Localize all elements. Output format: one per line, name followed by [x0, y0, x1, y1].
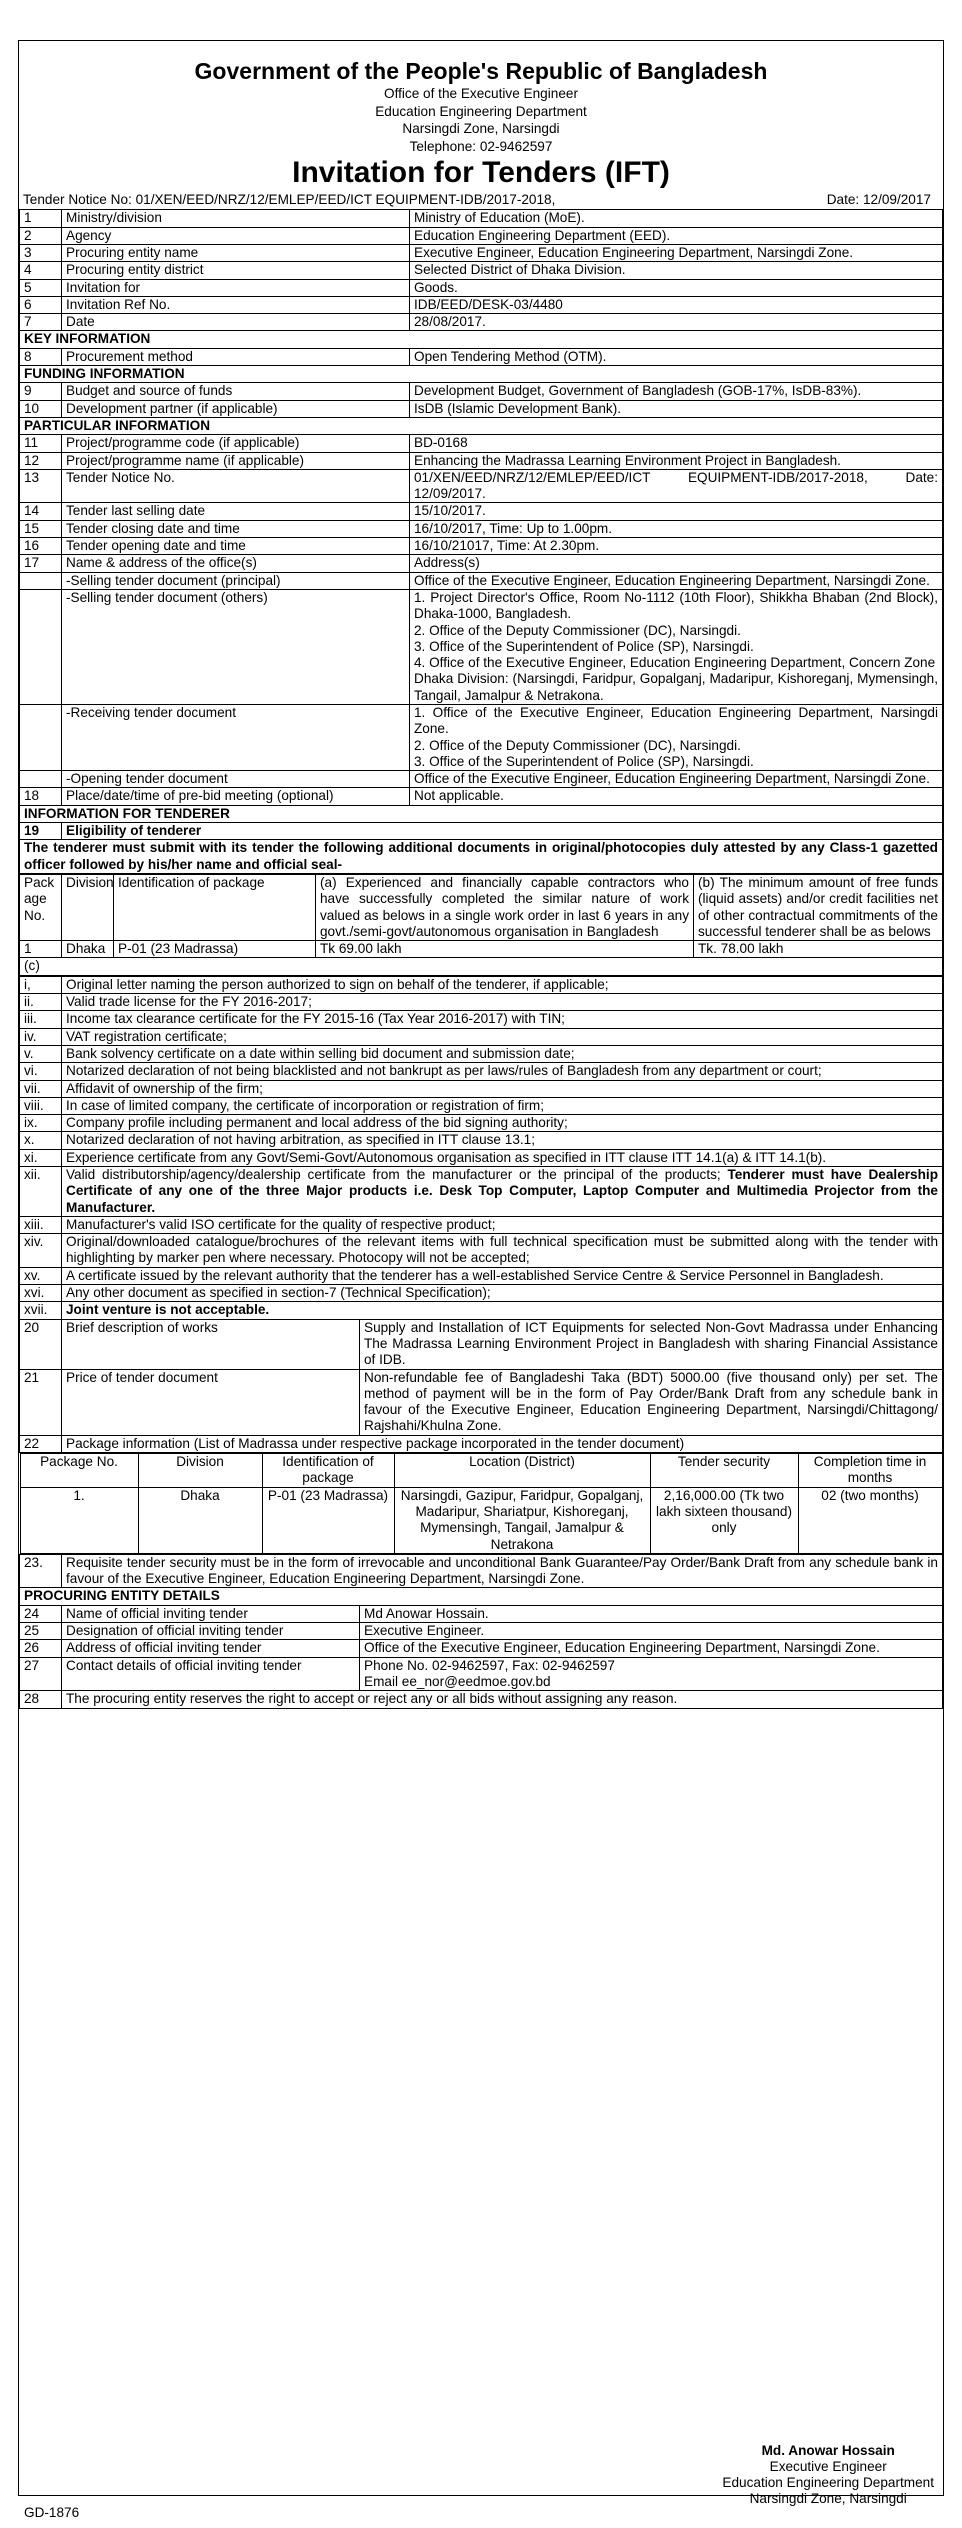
item-text: A certificate issued by the relevant authority that the tenderer has a well-established Service Centre & Service Personnel in Bangladesh. [62, 1267, 943, 1284]
row-label: -Opening tender document [62, 771, 410, 788]
signatory-name: Md. Anowar Hossain [761, 2443, 895, 2458]
item-text: Notarized declaration of not having arbitration, as specified in ITT clause 13.1; [62, 1132, 943, 1149]
row-label: Procuring entity district [62, 262, 410, 279]
location: Narsingdi, Gazipur, Faridpur, Gopalganj, Madaripur, Shariatpur, Kishoreganj, Mymensingh, Tangail, Jamalpur & Netrakona [394, 1487, 650, 1553]
tender-notice-number: Tender Notice No: 01/XEN/EED/NRZ/12/EMLEP/EED/ICT EQUIPMENT-IDB/2017-2018, [23, 192, 556, 208]
row-label: Invitation Ref No. [62, 296, 410, 313]
row-value: BD-0168 [410, 435, 943, 452]
row-label: Tender last selling date [62, 503, 410, 520]
section-heading: KEY INFORMATION [20, 331, 943, 348]
table-row [20, 1640, 943, 1657]
row-number: 13 [20, 469, 62, 503]
tender-notice-frame [18, 40, 944, 2496]
row-label: Contact details of official inviting tender [62, 1657, 360, 1691]
row-value: Ministry of Education (MoE). [410, 210, 943, 227]
row-value: Development Budget, Government of Bangladesh (GOB-17%, IsDB-83%). [410, 383, 943, 400]
row-label: Procurement method [62, 348, 410, 365]
package-table-row [20, 1453, 943, 1555]
item-text: Notarized declaration of not being blacklisted and not bankrupt as per laws/rules of Bangladesh from any department or court; [62, 1063, 943, 1080]
row-value: Education Engineering Department (EED). [410, 227, 943, 244]
row-number: 24 [20, 1605, 62, 1622]
c-label: (c) [20, 958, 943, 975]
document-item-row [20, 1167, 943, 1217]
table-row [20, 314, 943, 331]
row-number [20, 704, 62, 770]
notice-line [19, 191, 943, 209]
item-number: xi. [20, 1149, 62, 1166]
table-row [20, 1605, 943, 1622]
government-title: Government of the People's Republic of Bangladesh [194, 58, 768, 84]
item-number: iii. [20, 1011, 62, 1028]
row-number: 17 [20, 555, 62, 572]
document-item-row [20, 1132, 943, 1149]
item-number: xv. [20, 1267, 62, 1284]
row-value: Md Anowar Hossain. [360, 1605, 943, 1622]
item-number: vi. [20, 1063, 62, 1080]
notice-date: Date: 12/09/2017 [826, 192, 931, 208]
row-number: 6 [20, 296, 62, 313]
item-text: Original/downloaded catalogue/brochures of the relevant items with full technical specification must be submitted along with the tender with highlighting by marker pen where necessary. Photocopy will not be accepted; [62, 1234, 943, 1268]
row-value: Goods. [410, 279, 943, 296]
document-item-row [20, 976, 943, 993]
row-value: Not applicable. [410, 788, 943, 805]
table-row [20, 520, 943, 537]
row-value: Selected District of Dhaka Division. [410, 262, 943, 279]
row-value: Phone No. 02-9462597, Fax: 02-9462597 Email ee_nor@eedmoe.gov.bd [360, 1657, 943, 1691]
row-label: Price of tender document [62, 1369, 360, 1435]
item-text: Manufacturer's valid ISO certificate for the quality of respective product; [62, 1216, 943, 1233]
signatory-department: Education Engineering Department [722, 2475, 934, 2490]
tender-security: 2,16,000.00 (Tk two lakh sixteen thousand) only [650, 1487, 798, 1553]
row-number: 4 [20, 262, 62, 279]
office-address-row [20, 572, 943, 589]
header [19, 41, 943, 191]
item-text: Bank solvency certificate on a date within selling bid document and submission date; [62, 1045, 943, 1062]
table-row [20, 296, 943, 313]
row-label: Project/programme code (if applicable) [62, 435, 410, 452]
row-value: Executive Engineer. [360, 1623, 943, 1640]
package-info-row [20, 1487, 942, 1553]
item-number: iv. [20, 1028, 62, 1045]
department-line: Education Engineering Department [375, 103, 587, 119]
row-label: Date [62, 314, 410, 331]
row-value: Supply and Installation of ICT Equipments for selected Non-Govt Madrassa under Enhancing The Madrassa Learning Environment Project in Bangladesh with sharing Financial Assistance of IDB. [360, 1319, 943, 1369]
item-number: xiv. [20, 1234, 62, 1268]
row-label: Address of official inviting tender [62, 1640, 360, 1657]
table-row [20, 1554, 943, 1588]
row-number: 16 [20, 538, 62, 555]
document-item-row [20, 1097, 943, 1114]
table-row [20, 1623, 943, 1640]
eligibility-row [20, 823, 943, 840]
office-address-row [20, 589, 943, 704]
liquid-assets-value: Tk. 78.00 lakh [694, 941, 943, 958]
division-header: Division [138, 1454, 262, 1488]
row-number: 23. [20, 1554, 62, 1588]
item-number: viii. [20, 1097, 62, 1114]
table-row [20, 279, 943, 296]
item-text: VAT registration certificate; [62, 1028, 943, 1045]
division: Dhaka [62, 941, 114, 958]
eligibility-text-row [20, 840, 943, 874]
row-value: Enhancing the Madrassa Learning Environment Project in Bangladesh. [410, 452, 943, 469]
table-row [20, 452, 943, 469]
row-label: Development partner (if applicable) [62, 400, 410, 417]
document-item-row [20, 1045, 943, 1062]
table-row [20, 1657, 943, 1691]
document-item-row [20, 1011, 943, 1028]
completion-time-header: Completion time in months [798, 1454, 942, 1488]
row-label: Tender Notice No. [62, 469, 410, 503]
table-row [20, 538, 943, 555]
row-value: Non-refundable fee of Bangladeshi Taka (BDT) 5000.00 (five thousand only) per set. The method of payment will be in the form of Pay Order/Bank Draft from any schedule bank in favour of the Executive Engineer, Education Engineering Department, Narsingdi/Chittagong/ Rajshahi/Khulna Zone. [360, 1369, 943, 1435]
row-label: Brief description of works [62, 1319, 360, 1369]
row-label: Tender closing date and time [62, 520, 410, 537]
row-label: Eligibility of tenderer [62, 823, 943, 840]
item-number: ix. [20, 1115, 62, 1132]
package-identification: P-01 (23 Madrassa) [114, 941, 316, 958]
row-label: Project/programme name (if applicable) [62, 452, 410, 469]
row-number [20, 771, 62, 788]
row-text: Requisite tender security must be in the form of irrevocable and unconditional Bank Guarantee/Pay Order/Bank Draft from any schedule bank in favour of the Executive Engineer, Education Engineering Department, Narsingdi Zone. [62, 1554, 943, 1588]
table-row [20, 1369, 943, 1435]
table-row [20, 262, 943, 279]
particular-information-heading [20, 417, 943, 434]
table-row [20, 210, 943, 227]
package-info-header-row [20, 1454, 942, 1488]
item-text: In case of limited company, the certificate of incorporation or registration of firm; [62, 1097, 943, 1114]
row-number: 11 [20, 435, 62, 452]
package-information-row [20, 1435, 943, 1452]
row-label: Tender opening date and time [62, 538, 410, 555]
table-row [20, 1319, 943, 1369]
package-information-table [20, 1453, 943, 1554]
row-label: Agency [62, 227, 410, 244]
document-item-row [20, 1063, 943, 1080]
item-text: Affidavit of ownership of the firm; [62, 1080, 943, 1097]
package-no: 1. [20, 1487, 138, 1553]
item-number: xiii. [20, 1216, 62, 1233]
row-number: 22 [20, 1435, 62, 1452]
row-number: 15 [20, 520, 62, 537]
row-value: Open Tendering Method (OTM). [410, 348, 943, 365]
item-text: Any other document as specified in section-7 (Technical Specification); [62, 1285, 943, 1302]
row-value: IsDB (Islamic Development Bank). [410, 400, 943, 417]
signatory-zone: Narsingdi Zone, Narsingdi [749, 2491, 907, 2506]
tender-security-header: Tender security [650, 1454, 798, 1488]
row-value: 01/XEN/EED/NRZ/12/EMLEP/EED/ICT EQUIPMENT-IDB/2017-2018, Date: 12/09/2017. [410, 469, 943, 503]
package-row [20, 941, 943, 958]
page-title: Invitation for Tenders (IFT) [292, 156, 670, 190]
row-number: 18 [20, 788, 62, 805]
document-item-row [20, 1115, 943, 1132]
row-value: Address(s) [410, 555, 943, 572]
document-item-row [20, 1267, 943, 1284]
experience-header: (a) Experienced and financially capable contractors who have successfully completed the similar nature of work valued as belows in a single work order in last 6 years in any govt./semi-govt/autonomous organisation in Bangladesh [316, 874, 694, 940]
row-value: 1. Office of the Executive Engineer, Education Engineering Department, Narsingdi Zone. 2. Office of the Deputy Commissioner (DC), Narsingdi. 3. Office of the Superintendent of Police (SP), Narsingdi. [410, 704, 943, 770]
document-item-row [20, 1234, 943, 1268]
row-label: Name & address of the office(s) [62, 555, 410, 572]
row-value: 28/08/2017. [410, 314, 943, 331]
document-item-row [20, 1028, 943, 1045]
main-table-continued [19, 976, 943, 1709]
package-no-header: Pack age No. [20, 874, 62, 940]
table-row [20, 469, 943, 503]
row-label: Budget and source of funds [62, 383, 410, 400]
row-value: Executive Engineer, Education Engineering Department, Narsingdi Zone. [410, 244, 943, 261]
row-number: 14 [20, 503, 62, 520]
signatory-designation: Executive Engineer [769, 2459, 887, 2474]
row-label: -Receiving tender document [62, 704, 410, 770]
item-text [62, 1167, 943, 1217]
item-text: Valid trade license for the FY 2016-2017; [62, 994, 943, 1011]
item-text: Income tax clearance certificate for the FY 2015-16 (Tax Year 2016-2017) with TIN; [62, 1011, 943, 1028]
table-row [20, 383, 943, 400]
document-item-row [20, 1285, 943, 1302]
item-text-bold: Tenderer must have Dealership Certificate of any one of the three Major products i.e. Desk Top Computer, Laptop Computer and Multimedia Projector from the Manufacturer. [66, 1167, 938, 1215]
row-value: Office of the Executive Engineer, Education Engineering Department, Narsingdi Zone. [360, 1640, 943, 1657]
location-header: Location (District) [394, 1454, 650, 1488]
package-table-cell [20, 1453, 943, 1555]
row-number: 28 [20, 1691, 62, 1708]
office-address-row [20, 771, 943, 788]
row-label: -Selling tender document (others) [62, 589, 410, 704]
row-number: 8 [20, 348, 62, 365]
row-label: Invitation for [62, 279, 410, 296]
document-item-row [20, 1302, 943, 1319]
row-value: 16/10/2017, Time: Up to 1.00pm. [410, 520, 943, 537]
row-value: Office of the Executive Engineer, Education Engineering Department, Narsingdi Zone. [410, 572, 943, 589]
package-no: 1 [20, 941, 62, 958]
row-number: 2 [20, 227, 62, 244]
table-row [20, 435, 943, 452]
document-item-row [20, 994, 943, 1011]
division-header: Division [62, 874, 114, 940]
c-label-row [20, 958, 943, 975]
item-text-regular: Valid distributorship/agency/dealership certificate from the manufacturer or the principal of the products; [66, 1167, 728, 1182]
row-label: Procuring entity name [62, 244, 410, 261]
table-row [20, 400, 943, 417]
item-number: i, [20, 976, 62, 993]
item-text: Experience certificate from any Govt/Semi-Govt/Autonomous organisation as specified in ITT clause ITT 14.1(a) & ITT 14.1(b). [62, 1149, 943, 1166]
row-number [20, 572, 62, 589]
row-text: Package information (List of Madrassa under respective package incorporated in the tender document) [62, 1435, 943, 1452]
office-address-row [20, 704, 943, 770]
section-heading: PARTICULAR INFORMATION [20, 417, 943, 434]
row-number: 21 [20, 1369, 62, 1435]
item-number: ii. [20, 994, 62, 1011]
eligibility-text: The tenderer must submit with its tender the following additional documents in original/photocopies duly attested by any Class-1 gazetted officer followed by his/her name and official seal- [20, 840, 943, 874]
footer-code: GD-1876 [24, 2505, 80, 2520]
item-number: xvi. [20, 1285, 62, 1302]
table-row [20, 555, 943, 572]
row-label: Place/date/time of pre-bid meeting (optional) [62, 788, 410, 805]
row-number: 5 [20, 279, 62, 296]
row-value: 15/10/2017. [410, 503, 943, 520]
row-value: 1. Project Director's Office, Room No-1112 (10th Floor), Shikkha Bhaban (2nd Block), Dhaka-1000, Bangladesh. 2. Office of the Deputy Commissioner (DC), Narsingdi. 3. Office of the Superintendent of Police (SP), Narsingdi. 4. Office of the Executive Engineer, Education Engineering Department, Concern Zone Dhaka Division: (Narsingdi, Faridpur, Gopalganj, Madaripur, Kishoreganj, Mymensingh, Tangail, Jamalpur & Netrakona. [410, 589, 943, 704]
signature-block [722, 2443, 934, 2507]
row-number: 27 [20, 1657, 62, 1691]
row-label: Designation of official inviting tender [62, 1623, 360, 1640]
row-number: 7 [20, 314, 62, 331]
package-header-row [20, 874, 943, 940]
item-text: Company profile including permanent and local address of the bid signing authority; [62, 1115, 943, 1132]
section-heading: INFORMATION FOR TENDERER [20, 805, 943, 822]
item-text: Original letter naming the person authorized to sign on behalf of the tenderer, if applicable; [62, 976, 943, 993]
row-number: 19 [20, 823, 62, 840]
table-row [20, 1691, 943, 1708]
document-item-row [20, 1080, 943, 1097]
item-number: x. [20, 1132, 62, 1149]
row-number: 20 [20, 1319, 62, 1369]
section-heading: FUNDING INFORMATION [20, 366, 943, 383]
funding-information-heading [20, 366, 943, 383]
document-item-row [20, 1149, 943, 1166]
item-number: xii. [20, 1167, 62, 1217]
row-value: 16/10/21017, Time: At 2.30pm. [410, 538, 943, 555]
table-row [20, 503, 943, 520]
row-number: 10 [20, 400, 62, 417]
row-number: 12 [20, 452, 62, 469]
package-no-header: Package No. [20, 1454, 138, 1488]
row-label: Name of official inviting tender [62, 1605, 360, 1622]
telephone-line: Telephone: 02-9462597 [409, 138, 553, 154]
row-number: 3 [20, 244, 62, 261]
row-number: 9 [20, 383, 62, 400]
section-heading: PROCURING ENTITY DETAILS [20, 1588, 943, 1605]
item-number: v. [20, 1045, 62, 1062]
liquid-assets-header: (b) The minimum amount of free funds (liquid assets) and/or credit facilities net of other contractual commitments of the successful tenderer shall be as belows [694, 874, 943, 940]
row-text: The procuring entity reserves the right to accept or reject any or all bids without assigning any reason. [62, 1691, 943, 1708]
document-item-row [20, 1216, 943, 1233]
zone-line: Narsingdi Zone, Narsingdi [402, 121, 560, 137]
package-identification: P-01 (23 Madrassa) [262, 1487, 394, 1553]
row-number: 25 [20, 1623, 62, 1640]
row-label: Ministry/division [62, 210, 410, 227]
table-row [20, 348, 943, 365]
eligibility-block [19, 874, 943, 976]
row-number: 1 [20, 210, 62, 227]
row-value: Office of the Executive Engineer, Education Engineering Department, Narsingdi Zone. [410, 771, 943, 788]
package-eligibility-table [19, 874, 943, 976]
information-for-tenderer-heading [20, 805, 943, 822]
office-line: Office of the Executive Engineer [384, 86, 578, 101]
experience-value: Tk 69.00 lakh [316, 941, 694, 958]
item-number: xvii. [20, 1302, 62, 1319]
completion-time: 02 (two months) [798, 1487, 942, 1553]
row-number: 26 [20, 1640, 62, 1657]
main-table [19, 209, 943, 874]
table-row [20, 244, 943, 261]
key-information-heading [20, 331, 943, 348]
row-value: IDB/EED/DESK-03/4480 [410, 296, 943, 313]
item-number: vii. [20, 1080, 62, 1097]
identification-header: Identification of package [114, 874, 316, 940]
procuring-entity-heading [20, 1588, 943, 1605]
table-row [20, 227, 943, 244]
item-text: Joint venture is not acceptable. [62, 1302, 943, 1319]
row-label: -Selling tender document (principal) [62, 572, 410, 589]
division: Dhaka [138, 1487, 262, 1553]
table-row [20, 788, 943, 805]
identification-header: Identification of package [262, 1454, 394, 1488]
row-number [20, 589, 62, 704]
